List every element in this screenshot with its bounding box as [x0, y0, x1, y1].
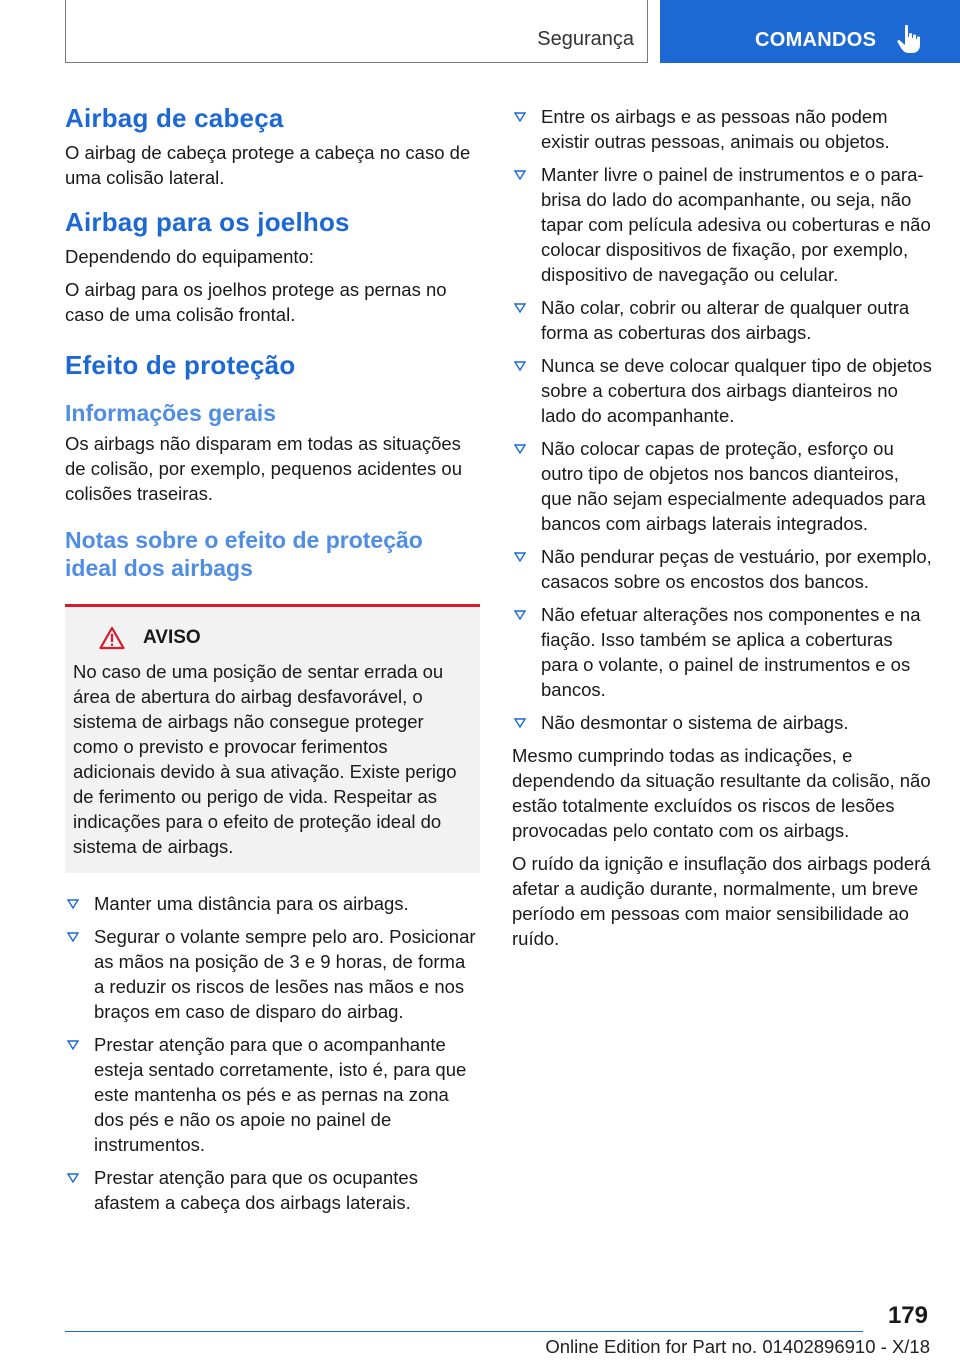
heading-head-airbag: Airbag de cabeça — [65, 103, 284, 133]
page-number: 179 — [887, 1302, 928, 1329]
list-item: Segurar o volante sempre pelo aro. Posicionar as mãos na posição de 3 e 9 horas, de forma a reduzir os riscos de lesões nas mãos e nos braços em caso de disparo do airbag. — [65, 924, 480, 1024]
list-item: Não desmontar o sistema de airbags. — [512, 710, 932, 735]
list-item: Manter livre o painel de instrumentos e o para-brisa do lado do acompanhante, ou seja, não tapar com película adesiva ou coberturas e não colocar dispositivos de fixação, por exemplo, dispositivo de navegação ou celular. — [512, 162, 932, 287]
list-item: Nunca se deve colocar qualquer tipo de objetos sobre a cobertura dos airbags dianteiros no lado do acompanhante. — [512, 353, 932, 428]
bullet-triangle-icon — [67, 899, 79, 909]
paragraph-residual-risk: Mesmo cumprindo todas as indicações, e dependendo da situação resultante da colisão, não estão totalmente excluídos os riscos de lesões provocadas pelo contato com os airbags. — [512, 745, 931, 841]
bullet-triangle-icon — [514, 718, 526, 728]
bullet-triangle-icon — [514, 610, 526, 620]
warning-text: No caso de uma posição de sentar errada ou área de abertura do airbag desfavorável, o sistema de airbags não consegue proteger como o previsto e provocar ferimentos adicionais devido à sua ativação. Existe perigo de ferimento ou perigo de vida. Respeitar as indicações para o efeito de proteção ideal do sistema de airbags. — [73, 661, 457, 857]
bullet-triangle-icon — [67, 932, 79, 942]
heading-knee-airbag: Airbag para os joelhos — [65, 207, 350, 237]
list-item: Não pendurar peças de vestuário, por exemplo, casacos sobre os encostos dos bancos. — [512, 544, 932, 594]
header-chapter-tab[interactable] — [660, 0, 960, 63]
list-item: Prestar atenção para que o acompanhante esteja sentado corretamente, isto é, para que este mantenha os pés e as pernas na zona dos pés e não os apoie no painel de instrumentos. — [65, 1032, 480, 1157]
list-item: Não colar, cobrir ou alterar de qualquer outra forma as coberturas dos airbags. — [512, 295, 932, 345]
subheading-protection-notes: Notas sobre o efeito de proteção ideal dos airbags — [65, 527, 423, 581]
footer-edition: Online Edition for Part no. 01402896910 - X/18 — [545, 1336, 930, 1357]
left-column — [65, 100, 480, 1223]
bullet-list-left — [65, 891, 480, 1215]
bullet-triangle-icon — [67, 1040, 79, 1050]
header-section-title: Segurança — [537, 28, 634, 50]
warning-header — [73, 625, 470, 651]
right-column — [512, 104, 932, 951]
paragraph-knee-airbag: O airbag para os joelhos protege as pernas no caso de uma colisão frontal. — [65, 279, 447, 325]
footer-divider — [65, 1331, 863, 1332]
subheading-general-info: Informações gerais — [65, 400, 276, 426]
bullet-triangle-icon — [514, 552, 526, 562]
list-item: Manter uma distância para os airbags. — [65, 891, 480, 916]
warning-box — [65, 604, 480, 873]
heading-protection-effect: Efeito de proteção — [65, 350, 296, 380]
paragraph-head-airbag: O airbag de cabeça protege a cabeça no caso de uma colisão lateral. — [65, 142, 471, 188]
pointing-hand-icon — [896, 24, 922, 54]
bullet-list-right — [512, 104, 932, 735]
list-item: Entre os airbags e as pessoas não podem existir outras pessoas, animais ou objetos. — [512, 104, 932, 154]
bullet-triangle-icon — [514, 361, 526, 371]
bullet-triangle-icon — [514, 444, 526, 454]
list-item: Não efetuar alterações nos componentes e na fiação. Isso também se aplica a coberturas para o volante, o painel de instrumentos e os bancos. — [512, 602, 932, 702]
bullet-triangle-icon — [67, 1173, 79, 1183]
bullet-triangle-icon — [514, 112, 526, 122]
list-item: Não colocar capas de proteção, esforço ou outro tipo de objetos nos bancos dianteiros, que não sejam especialmente adequados para bancos com airbags laterais integrados. — [512, 436, 932, 536]
paragraph-noise: O ruído da ignição e insuflação dos airbags poderá afetar a audição durante, normalmente, um breve período em pessoas com maior sensibilidade ao ruído. — [512, 853, 931, 949]
paragraph-general-info: Os airbags não disparam em todas as situações de colisão, por exemplo, pequenos acidentes ou colisões traseiras. — [65, 433, 462, 504]
header-chapter-title: COMANDOS — [755, 29, 877, 51]
bullet-triangle-icon — [514, 170, 526, 180]
paragraph-knee-equipment: Dependendo do equipamento: — [65, 246, 314, 267]
list-item: Prestar atenção para que os ocupantes afastem a cabeça dos airbags laterais. — [65, 1165, 480, 1215]
bullet-triangle-icon — [514, 303, 526, 313]
warning-title: AVISO — [143, 627, 201, 648]
warning-triangle-icon — [99, 626, 125, 650]
